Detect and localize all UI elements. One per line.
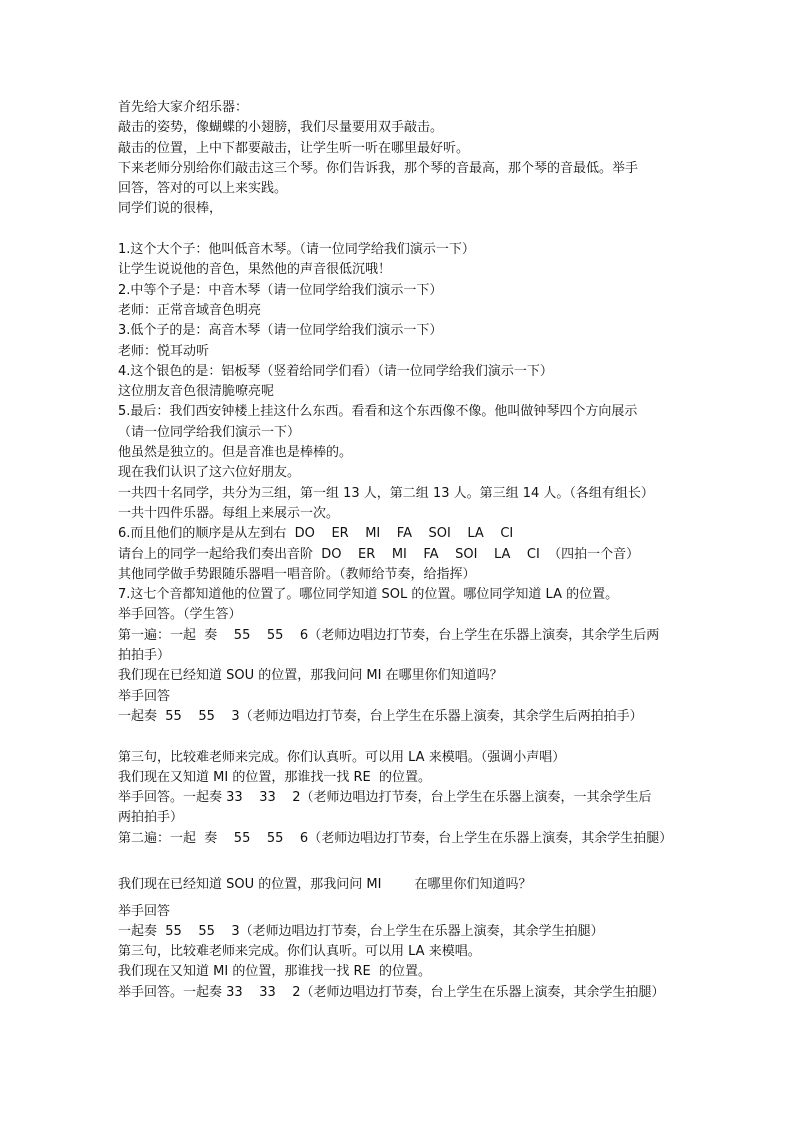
text-line: 敲击的位置，上中下都要敲击，让学生听一听在哪里最好听。 xyxy=(118,140,470,156)
text-line: 首先给大家介绍乐器： xyxy=(118,100,249,115)
text-line: 敲击的姿势，像蝴蝶的小翅膀，我们尽量要用双手敲击。 xyxy=(118,120,444,136)
blank-line xyxy=(118,220,684,240)
text-line: 其他同学做手势跟随乐器唱一唱音阶。（教师给节奏，给指挥） xyxy=(118,566,476,582)
text-line: 我们现在已经知道 SOU 的位置，那我问问 MI 在哪里你们知道吗？ xyxy=(118,877,532,893)
text-line: 7.这七个音都知道他的位置了。哪位同学知道 SOL 的位置。哪位同学知道 LA 的位置。 xyxy=(118,587,619,603)
text-line: 一起奏 55 55 3（老师边唱边打节奏，台上学生在乐器上演奏，其余学生后两拍拍手） xyxy=(118,708,643,724)
text-line: 拍拍手） xyxy=(118,648,171,664)
text-line: 两拍拍手） xyxy=(118,810,184,826)
text-line: 我们现在已经知道 SOU 的位置，那我问问 MI 在哪里你们知道吗？ xyxy=(118,668,503,684)
text-line: 1.这个大个子：他叫低音木琴。（请一位同学给我们演示一下） xyxy=(118,242,475,258)
text-line: 2.中等个子是：中音木琴（请一位同学给我们演示一下） xyxy=(118,282,443,298)
blank-line xyxy=(118,849,684,869)
text-line: 让学生说说他的音色，果然他的声音很低沉哦！ xyxy=(118,262,392,278)
text-line: 一起奏 55 55 3（老师边唱边打节奏，台上学生在乐器上演奏，其余学生拍腿） xyxy=(118,923,604,939)
text-line: （请一位同学给我们演示一下） xyxy=(118,424,301,440)
text-line: 第二遍：一起 奏 55 55 6（老师边唱边打节奏，台上学生在乐器上演奏，其余学生拍腿） xyxy=(118,830,673,846)
text-line: 现在我们认识了这六位好朋友。 xyxy=(118,465,301,481)
text-line: 一共四十名同学，共分为三组，第一组 13 人，第二组 13 人。第三组 14 人。（各组有组长） xyxy=(118,485,654,501)
text-line: 第三句，比较难老师来完成。你们认真听。可以用 LA 来模唱。 xyxy=(118,944,481,960)
document-body xyxy=(118,98,684,1003)
text-line: 老师：正常音域音色明亮 xyxy=(118,302,262,318)
blank-line xyxy=(118,727,684,747)
text-line: 举手回答 xyxy=(118,903,171,919)
text-line: 举手回答。一起奏 33 33 2（老师边唱边打节奏，台上学生在乐器上演奏，一其余学生后 xyxy=(118,790,652,806)
text-line: 下来老师分别给你们敲击这三个琴。你们告诉我，那个琴的音最高，那个琴的音最低。举手 xyxy=(118,160,639,176)
text-line: 请台上的同学一起给我们奏出音阶 DO ER MI FA SOI LA CI （四拍一个音） xyxy=(118,546,640,562)
text-line: 举手回答 xyxy=(118,688,171,704)
text-line: 老师：悦耳动听 xyxy=(118,343,210,359)
text-line: 4.这个银色的是：铝板琴（竖着给同学们看）（请一位同学给我们演示一下） xyxy=(118,363,553,379)
text-line: 同学们说的很棒， xyxy=(118,201,223,217)
text-line: 他虽然是独立的。但是音准也是棒棒的。 xyxy=(118,445,353,461)
text-line: 我们现在又知道 MI 的位置，那谁找一找 RE 的位置。 xyxy=(118,769,431,785)
text-line: 第一遍：一起 奏 55 55 6（老师边唱边打节奏，台上学生在乐器上演奏，其余学生后两 xyxy=(118,627,660,643)
text-line: 一共十四件乐器。每组上来展示一次。 xyxy=(118,505,340,521)
text-line: 举手回答。（学生答） xyxy=(118,607,242,623)
text-line: 这位朋友音色很清脆嘹亮呢 xyxy=(118,384,275,400)
text-line: 回答，答对的可以上来实践。 xyxy=(118,181,288,197)
text-line: 第三句，比较难老师来完成。你们认真听。可以用 LA 来模唱。（强调小声唱） xyxy=(118,749,566,765)
text-line: 5.最后：我们西安钟楼上挂这什么东西。看看和这个东西像不像。他叫做钟琴四个方向展示 xyxy=(118,404,638,420)
text-line: 6.而且他们的顺序是从左到右 DO ER MI FA SOI LA CI xyxy=(118,526,514,542)
text-line: 举手回答。一起奏 33 33 2（老师边唱边打节奏，台上学生在乐器上演奏，其余学生拍腿） xyxy=(118,984,665,1000)
text-line: 我们现在又知道 MI 的位置，那谁找一找 RE 的位置。 xyxy=(118,964,431,980)
text-line: 3.低个子的是：高音木琴（请一位同学给我们演示一下） xyxy=(118,323,443,339)
